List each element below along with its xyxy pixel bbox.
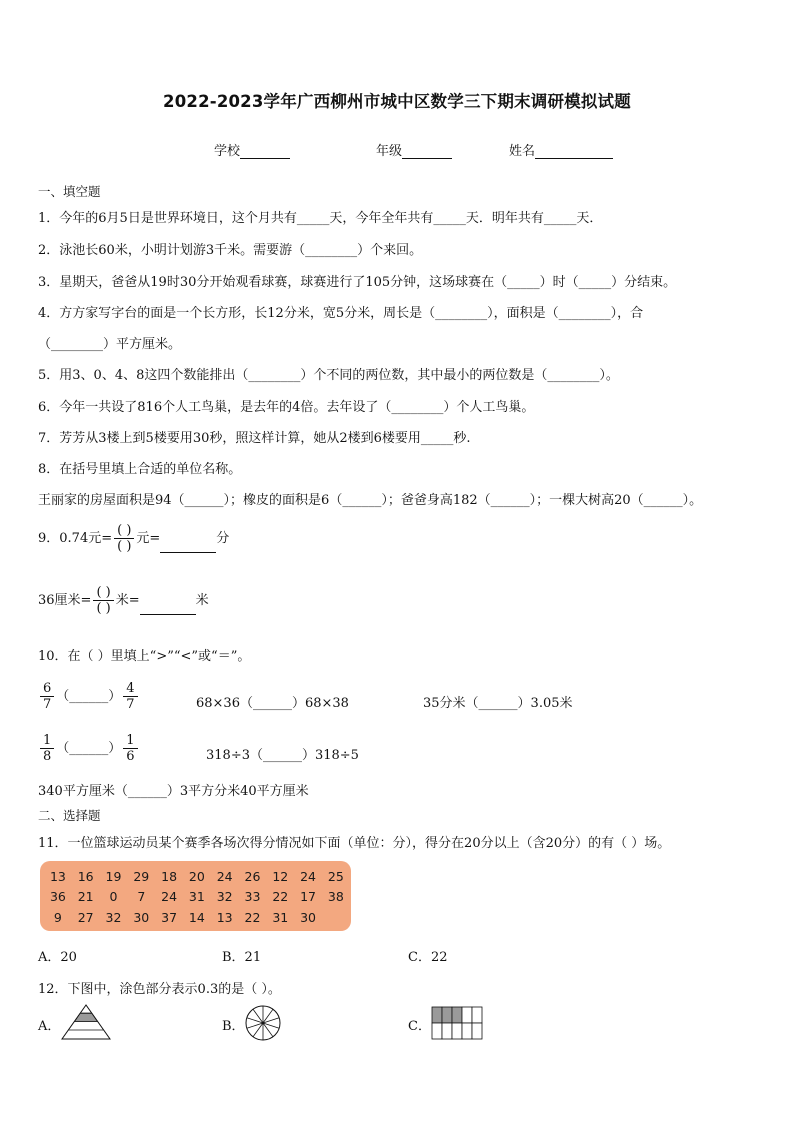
numerator: 1: [40, 734, 54, 749]
name-label: 姓名: [509, 144, 536, 159]
score-cell: 22: [272, 889, 289, 905]
question-3: 3．星期天，爸爸从19时30分开始观看球赛，球赛进行了105分钟，这场球赛在（_____）时（_____）分结束。: [38, 275, 677, 290]
q10-compare-1: [38, 682, 140, 711]
circle-figure[interactable]: [244, 1004, 282, 1042]
name-field: [509, 140, 613, 159]
score-cell: 24: [161, 889, 178, 905]
denominator: 8: [43, 749, 52, 764]
score-cell: 24: [300, 868, 317, 884]
score-cell: 32: [216, 889, 233, 905]
q10-fraction-left: [40, 734, 54, 763]
score-cell: 33: [244, 889, 261, 905]
score-cell: 12: [272, 868, 289, 884]
q9b-fraction: [93, 586, 113, 615]
grid-cell: [462, 1007, 472, 1023]
score-cell: 29: [133, 868, 150, 884]
score-row: [44, 887, 350, 908]
q12-option-b-label[interactable]: B．: [222, 1019, 245, 1034]
school-field: [214, 140, 290, 159]
q9a-numerator[interactable]: ( ): [114, 524, 134, 539]
numerator: 1: [123, 734, 137, 749]
question-1: 1．今年的6月5日是世界环境日，这个月共有_____天，今年全年共有_____天．明年共有_____天．: [38, 211, 603, 226]
q9b-prefix: 36厘米=: [38, 593, 92, 608]
score-grid: [44, 866, 350, 928]
score-cell: 38: [327, 889, 344, 905]
question-5: 5．用3、0、4、8这四个数能排出（________）个不同的两位数，其中最小的两位数是（________）。: [38, 368, 619, 383]
q10-compare-2: 68×36（______）68×38: [196, 696, 349, 711]
q10-compare-5: 318÷3（______）318÷5: [206, 748, 359, 763]
score-cell: 18: [161, 868, 178, 884]
question-8: 8．在括号里填上合适的单位名称。: [38, 462, 242, 477]
score-cell: 16: [77, 868, 94, 884]
q10-blank[interactable]: （______）: [56, 689, 122, 704]
score-cell: 19: [105, 868, 122, 884]
score-cell: 20: [188, 868, 205, 884]
grid-cell: [452, 1023, 462, 1039]
grade-blank[interactable]: [402, 145, 452, 159]
score-cell: 27: [77, 909, 94, 925]
score-cell: 36: [49, 889, 66, 905]
q9b-suffix: 米: [195, 593, 209, 608]
grid-figure[interactable]: [431, 1006, 483, 1040]
q9b-denominator[interactable]: ( ): [96, 601, 111, 616]
score-cell: [322, 907, 350, 928]
triangle-figure[interactable]: [60, 1003, 112, 1041]
score-cell: 22: [244, 909, 261, 925]
question-10: 10．在（ ）里填上“>”“<”或“＝”。: [38, 649, 251, 664]
q9b-blank[interactable]: [140, 601, 196, 615]
denominator: 6: [126, 749, 135, 764]
numerator: 4: [123, 682, 137, 697]
grid-cell: [442, 1007, 452, 1023]
q10-fraction-left: [40, 682, 54, 711]
q10-compare-6: 340平方厘米（______）3平方分米40平方厘米: [38, 784, 309, 799]
q11-option-a[interactable]: A．20: [38, 950, 77, 965]
numerator: 6: [40, 682, 54, 697]
section-fill: 一、填空题: [38, 184, 101, 199]
question-6: 6．今年一共设了816个人工鸟巢，是去年的4倍。去年设了（________）个人工鸟巢。: [38, 400, 535, 415]
q11-option-c[interactable]: C．22: [408, 950, 448, 965]
grid-cell: [472, 1023, 482, 1039]
q9a-denominator[interactable]: ( ): [117, 539, 132, 554]
score-row: [44, 907, 350, 928]
q9a-mid: 元=: [136, 531, 161, 546]
score-cell: 13: [49, 868, 66, 884]
question-8-units: 王丽家的房屋面积是94（______）；橡皮的面积是6（______）；爸爸身高182（______）；一棵大树高20（______）。: [38, 493, 703, 508]
score-cell: 30: [300, 909, 317, 925]
grid-cell: [462, 1023, 472, 1039]
grid-cell: [432, 1007, 442, 1023]
q10-blank[interactable]: （______）: [56, 741, 122, 756]
score-cell: 31: [188, 889, 205, 905]
score-cell: 17: [300, 889, 317, 905]
q10-fraction-right: [123, 682, 137, 711]
school-label: 学校: [214, 144, 241, 159]
score-cell: 31: [272, 909, 289, 925]
denominator: 7: [43, 697, 52, 712]
page-title: 2022-2023学年广西柳州市城中区数学三下期末调研模拟试题: [163, 92, 631, 111]
q9a-suffix: 分: [216, 531, 230, 546]
school-blank[interactable]: [240, 145, 290, 159]
q11-option-b[interactable]: B．21: [222, 950, 262, 965]
grid-cell: [452, 1007, 462, 1023]
score-cell: 14: [188, 909, 205, 925]
question-7: 7．芳芳从3楼上到5楼要用30秒，照这样计算，她从2楼到6楼要用_____秒.: [38, 431, 471, 446]
question-4-line1: 4．方方家写字台的面是一个长方形，长12分米，宽5分米，周长是（________），面积是（________），合: [38, 306, 644, 321]
score-cell: 26: [244, 868, 261, 884]
name-blank[interactable]: [535, 145, 613, 159]
q10-fraction-right: [123, 734, 137, 763]
question-2: 2．泳池长60米，小明计划游3千米。需要游（________）个来回。: [38, 243, 423, 258]
q9a-prefix: 9．0.74元=: [38, 531, 113, 546]
grid-cell: [442, 1023, 452, 1039]
grid-cell: [432, 1023, 442, 1039]
score-cell: 24: [216, 868, 233, 884]
q9a-fraction: [114, 524, 134, 553]
score-cell: 0: [109, 889, 118, 905]
section-choice: 二、选择题: [38, 808, 101, 823]
score-cell: 21: [77, 889, 94, 905]
score-table: [40, 861, 351, 931]
score-cell: 32: [105, 909, 122, 925]
q10-compare-3: 35分米（______）3.05米: [423, 696, 573, 711]
question-4-line2: （________）平方厘米。: [38, 337, 182, 352]
question-9a: [38, 524, 229, 553]
score-cell: 9: [53, 909, 62, 925]
q12-option-a-label[interactable]: A．: [38, 1019, 61, 1034]
q9b-numerator[interactable]: ( ): [93, 586, 113, 601]
q12-option-c-label[interactable]: C．: [408, 1019, 431, 1034]
q9b-mid: 米=: [115, 593, 140, 608]
denominator: 7: [126, 697, 135, 712]
q10-compare-4: [38, 734, 140, 763]
grade-label: 年级: [376, 144, 403, 159]
score-cell: 30: [133, 909, 150, 925]
score-cell: 7: [137, 889, 146, 905]
score-cell: 25: [327, 868, 344, 884]
grade-field: [376, 140, 452, 159]
question-9b: [38, 586, 209, 615]
score-cell: 13: [216, 909, 233, 925]
grid-cell: [472, 1007, 482, 1023]
score-row: [44, 866, 350, 887]
question-11: 11．一位篮球运动员某个赛季各场次得分情况如下面（单位：分），得分在20分以上（含20分）的有（ ）场。: [38, 836, 671, 851]
score-cell: 37: [161, 909, 178, 925]
question-12: 12．下图中，涂色部分表示0.3的是（ ）。: [38, 982, 281, 997]
q9a-blank[interactable]: [160, 539, 216, 553]
